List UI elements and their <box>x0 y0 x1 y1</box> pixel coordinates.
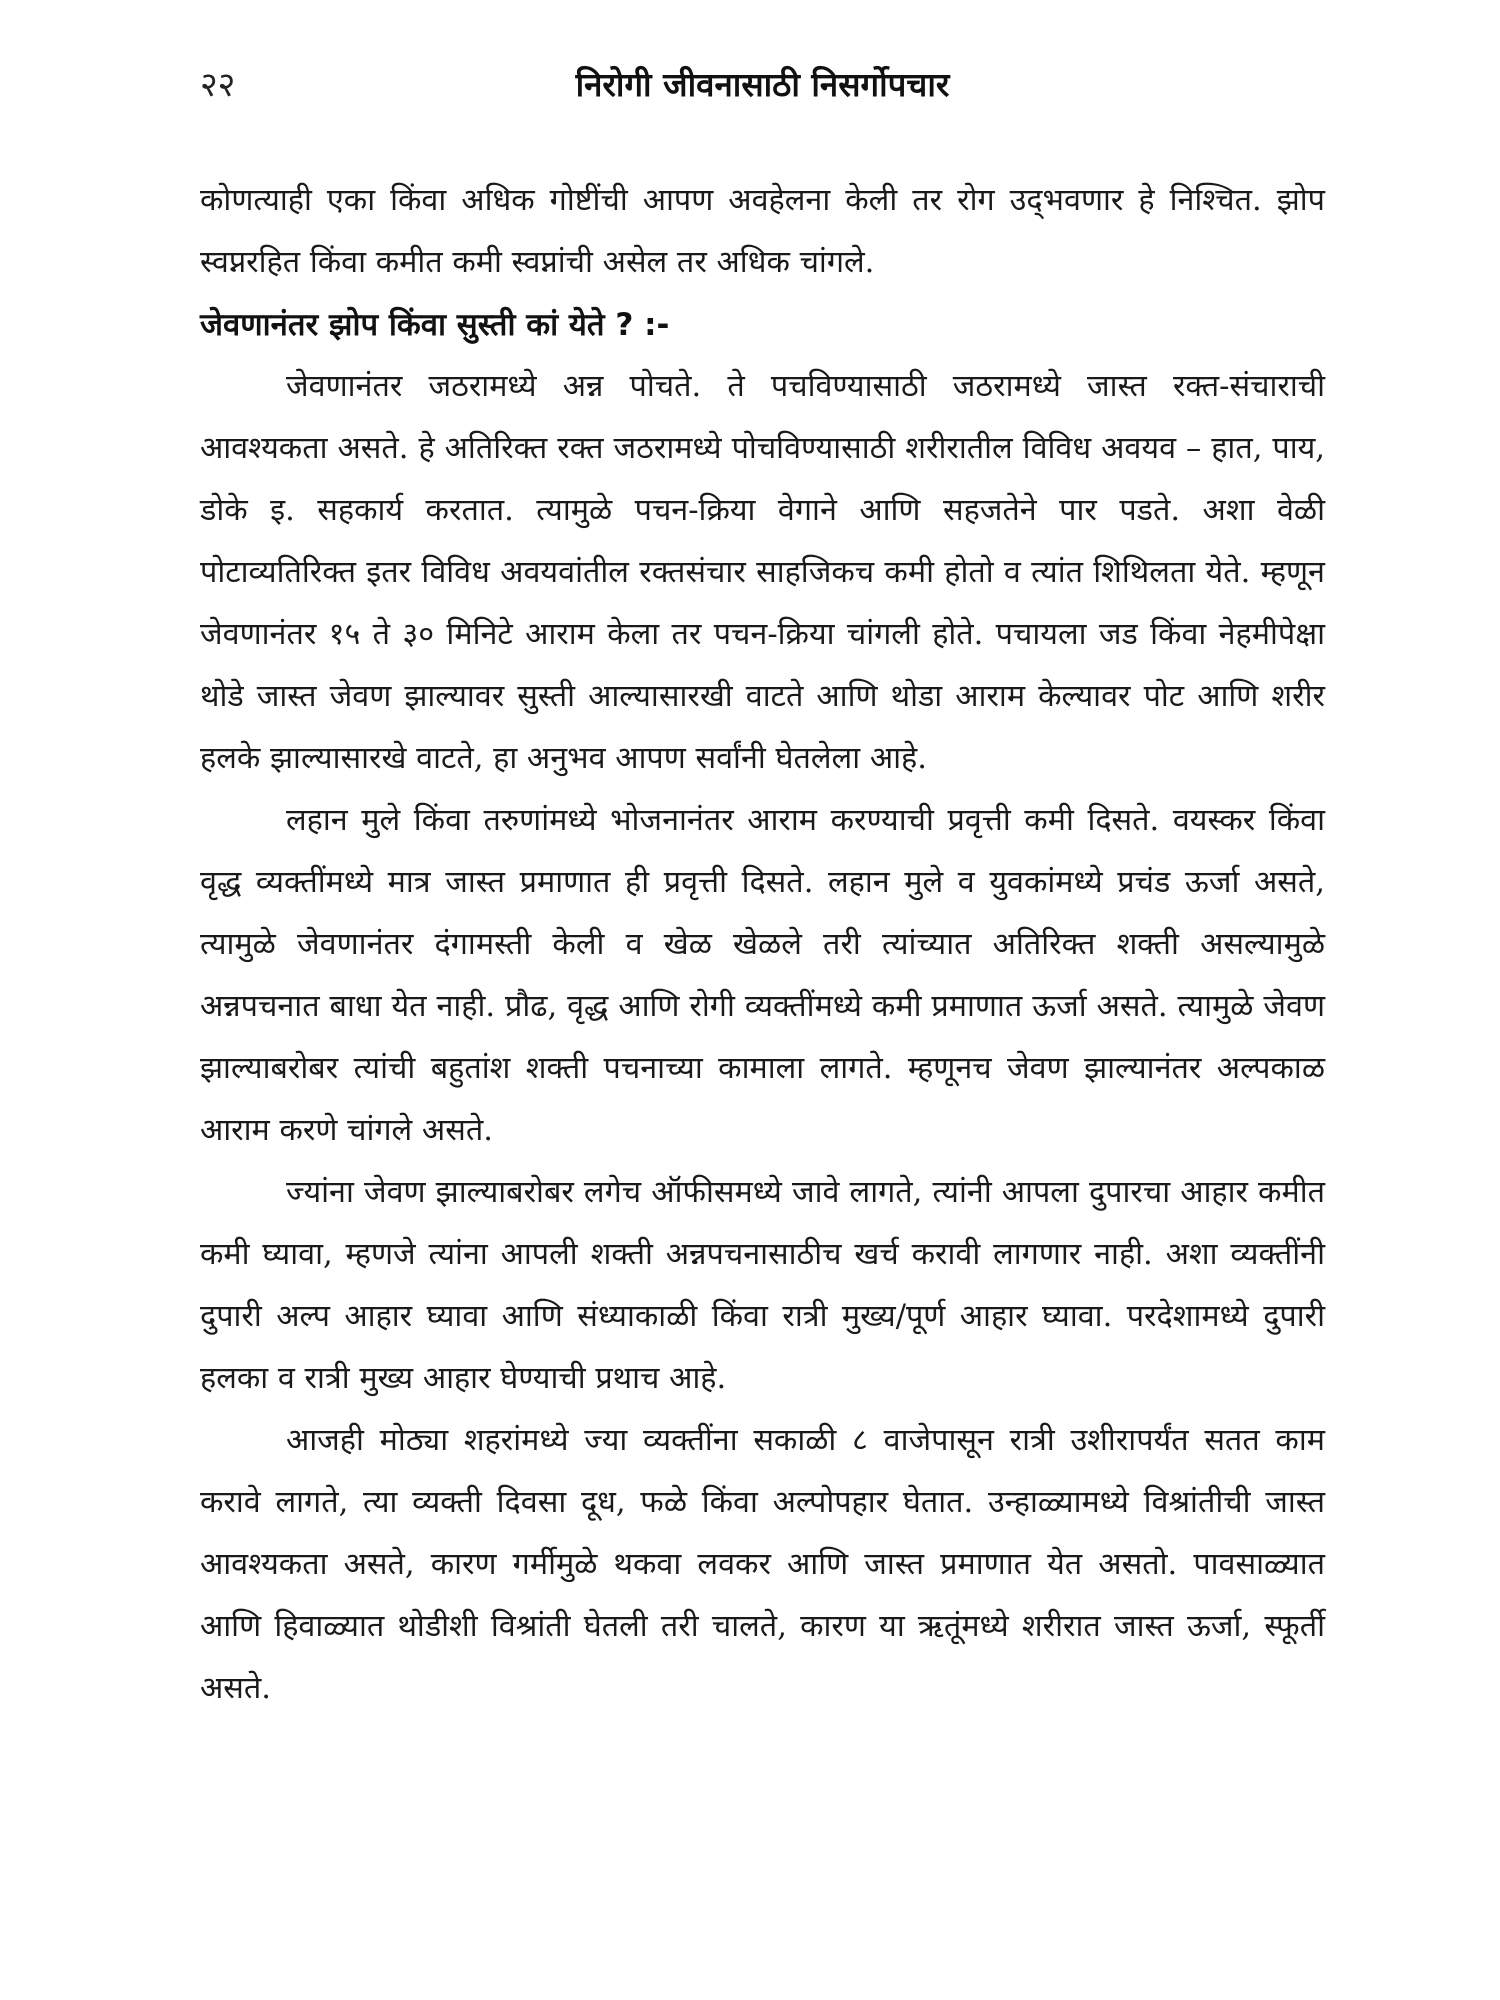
paragraph-office-lunch: ज्यांना जेवण झाल्याबरोबर लगेच ऑफीसमध्ये जावे लागते, त्यांनी आपला दुपारचा आहार कमीत कमी घ्यावा, म्हणजे त्यांना आपली शक्ती अन्नपचनासाठीच खर्च करावी लागणार नाही. अशा व्यक्तींनी दुपारी अल्प आहार घ्यावा आणि संध्याकाळी किंवा रात्री मुख्य/पूर्ण आहार घ्यावा. परदेशामध्ये दुपारी हलका व रात्री मुख्य आहार घेण्याची प्रथाच आहे. <box>200 1175 1325 1396</box>
paragraph-age-energy: लहान मुले किंवा तरुणांमध्ये भोजनानंतर आराम करण्याची प्रवृत्ती कमी दिसते. वयस्कर किंवा वृद्ध व्यक्तींमध्ये मात्र जास्त प्रमाणात ही प्रवृत्ती दिसते. लहान मुले व युवकांमध्ये प्रचंड ऊर्जा असते, त्यामुळे जेवणानंतर दंगामस्ती केली व खेळ खेळले तरी त्यांच्यात अतिरिक्त शक्ती असल्यामुळे अन्नपचनात बाधा येत नाही. प्रौढ, वृद्ध आणि रोगी व्यक्तींमध्ये कमी प्रमाणात ऊर्जा असते. त्यामुळे जेवण झाल्याबरोबर त्यांची बहुतांश शक्ती पचनाच्या कामाला लागते. म्हणूनच जेवण झाल्यानंतर अल्पकाळ आराम करणे चांगले असते. <box>200 803 1325 1148</box>
section-heading: जेवणानंतर झोप किंवा सुस्ती कां येते ? :- <box>200 307 670 343</box>
page-number: २२ <box>200 65 236 105</box>
running-title: निरोगी जीवनासाठी निसर्गोपचार <box>575 65 950 104</box>
paragraph-digestion: जेवणानंतर जठरामध्ये अन्न पोचते. ते पचविण्यासाठी जठरामध्ये जास्त रक्त-संचाराची आवश्यकता असते. हे अतिरिक्त रक्त जठरामध्ये पोचविण्यासाठी शरीरातील विविध अवयव – हात, पाय, डोके इ. सहकार्य करतात. त्यामुळे पचन-क्रिया वेगाने आणि सहजतेने पार पडते. अशा वेळी पोटाव्यतिरिक्त इतर विविध अवयवांतील रक्तसंचार साहजिकच कमी होतो व त्यांत शिथिलता येते. म्हणून जेवणानंतर १५ ते ३० मिनिटे आराम केला तर पचन-क्रिया चांगली होते. पचायला जड किंवा नेहमीपेक्षा थोडे जास्त जेवण झाल्यावर सुस्ती आल्यासारखी वाटते आणि थोडा आराम केल्यावर पोट आणि शरीर हलके झाल्यासारखे वाटते, हा अनुभव आपण सर्वांनी घेतलेला आहे. <box>200 369 1325 776</box>
paragraph-city-seasons: आजही मोठ्या शहरांमध्ये ज्या व्यक्तींना सकाळी ८ वाजेपासून रात्री उशीरापर्यंत सतत काम करावे लागते, त्या व्यक्ती दिवसा दूध, फळे किंवा अल्पोपहार घेतात. उन्हाळ्यामध्ये विश्रांतीची जास्त आवश्यकता असते, कारण गर्मीमुळे थकवा लवकर आणि जास्त प्रमाणात येत असतो. पावसाळ्यात आणि हिवाळ्यात थोडीशी विश्रांती घेतली तरी चालते, कारण या ऋतूंमध्ये शरीरात जास्त ऊर्जा, स्फूर्ती असते. <box>200 1423 1325 1706</box>
page-body <box>200 170 1325 1720</box>
page-header <box>200 55 1325 115</box>
intro-paragraph: कोणत्याही एका किंवा अधिक गोष्टींची आपण अवहेलना केली तर रोग उद्‌भवणार हे निश्चित. झोप स्वप्नरहित किंवा कमीत कमी स्वप्नांची असेल तर अधिक चांगले. <box>200 183 1325 280</box>
